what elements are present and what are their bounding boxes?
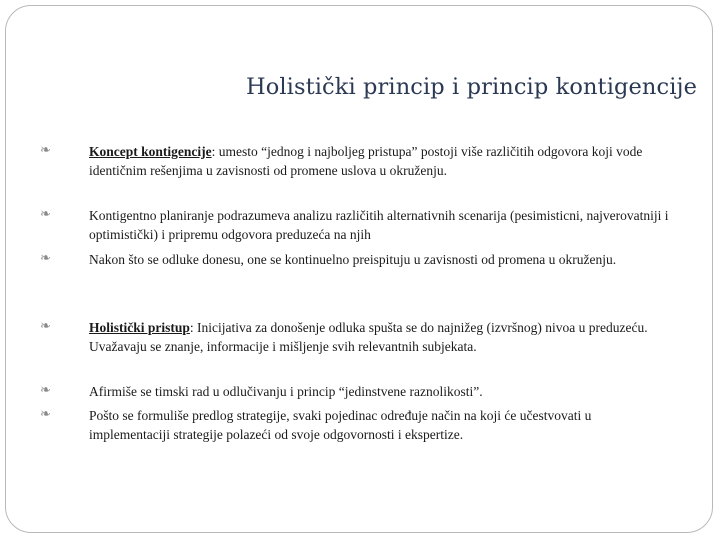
- ribbon-bullet-icon: ❧: [40, 407, 51, 422]
- bullet-text: [89, 250, 674, 269]
- bullet-body: Afirmiše se timski rad u odlučivanju i princip “jedinstvene raznolikosti”.: [89, 384, 483, 399]
- slide-title: Holistički princip i princip kontigencije: [246, 74, 697, 100]
- bullet-body: Pošto se formuliše predlog strategije, svaki pojedinac određuje način na koji će učestvovati u implementaciji strategije polazeći od svoje odgovornosti i ekspertize.: [89, 408, 592, 442]
- bullet-text: [89, 382, 674, 401]
- ribbon-bullet-icon: ❧: [40, 143, 51, 158]
- ribbon-bullet-icon: ❧: [40, 383, 51, 398]
- bullet-body: : umesto “jednog i najboljeg pristupa” postoji više različitih odgovora koji vode identičnim rešenjima u zavisnosti od promene uslova u okruženju.: [89, 144, 643, 178]
- bullet-text: [89, 318, 674, 356]
- ribbon-bullet-icon: ❧: [40, 207, 51, 222]
- bullet-text: [89, 406, 674, 444]
- bullet-text: [89, 142, 674, 180]
- bullet-text: [89, 206, 674, 244]
- bullet-term: Holistički pristup: [89, 320, 190, 335]
- ribbon-bullet-icon: ❧: [40, 319, 51, 334]
- bullet-body: Nakon što se odluke donesu, one se kontinuelno preispituju u zavisnosti od promena u okruženju.: [89, 252, 617, 267]
- bullet-body: Kontigentno planiranje podrazumeva analizu različitih alternativnih scenarija (pesimisticni, najverovatniji i optimistički) i pripremu odgovora preduzeća na njih: [89, 208, 669, 242]
- bullet-term: Koncept kontigencije: [89, 144, 212, 159]
- ribbon-bullet-icon: ❧: [40, 251, 51, 266]
- bullet-body: : Inicijativa za donošenje odluka spušta se do najnižeg (izvršnog) nivoa u preduzeću. Uvažavaju se znanje, informacije i mišljenje svih relevantnih subjekata.: [89, 320, 648, 354]
